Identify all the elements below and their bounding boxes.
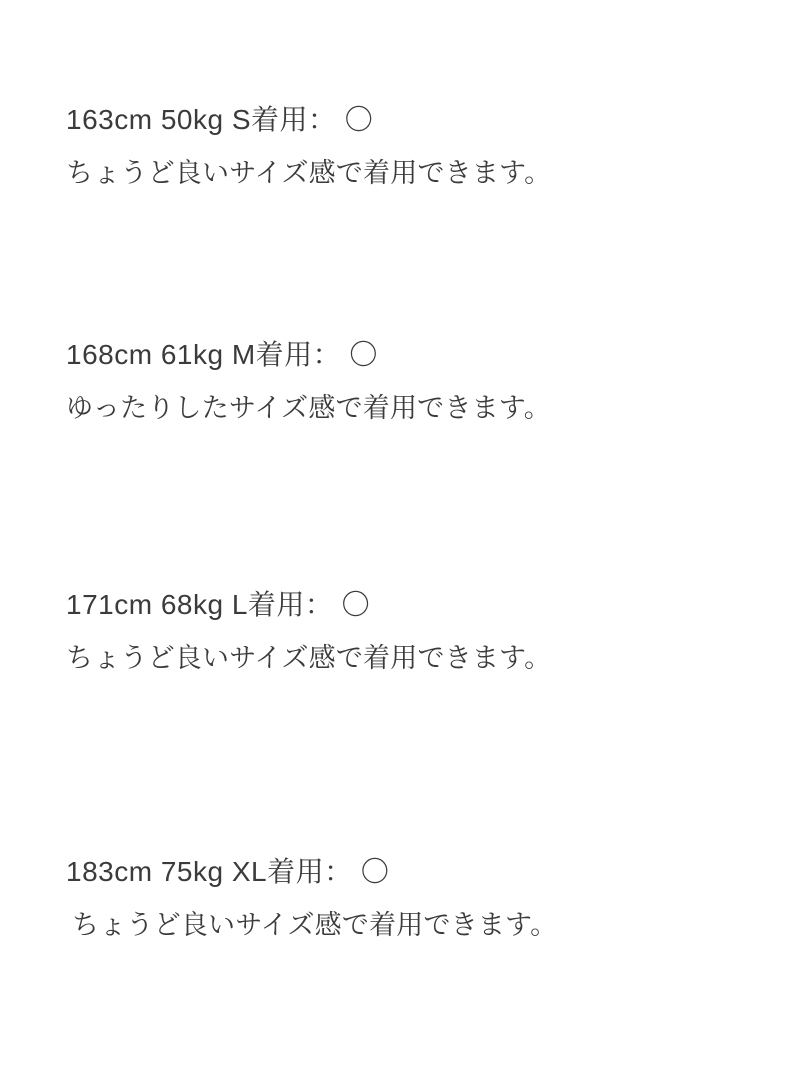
fit-model-spec: 183cm 75kg XL着用： 〇 xyxy=(66,856,390,887)
fit-comment: ゆったりしたサイズ感で着用できます。 xyxy=(66,393,552,423)
fit-comment: ちょうど良いサイズ感で着用できます。 xyxy=(72,910,558,940)
fit-review-block xyxy=(66,99,759,194)
fit-review-block xyxy=(66,584,759,679)
fit-review-block xyxy=(66,851,759,946)
fit-comment: ちょうど良いサイズ感で着用できます。 xyxy=(66,158,552,188)
fit-model-spec: 163cm 50kg S着用： 〇 xyxy=(66,104,374,135)
fit-review-block xyxy=(66,334,759,429)
fit-model-spec: 171cm 68kg L着用： 〇 xyxy=(66,589,371,620)
fit-comment: ちょうど良いサイズ感で着用できます。 xyxy=(66,643,552,673)
fit-model-spec: 168cm 61kg M着用： 〇 xyxy=(66,339,378,370)
